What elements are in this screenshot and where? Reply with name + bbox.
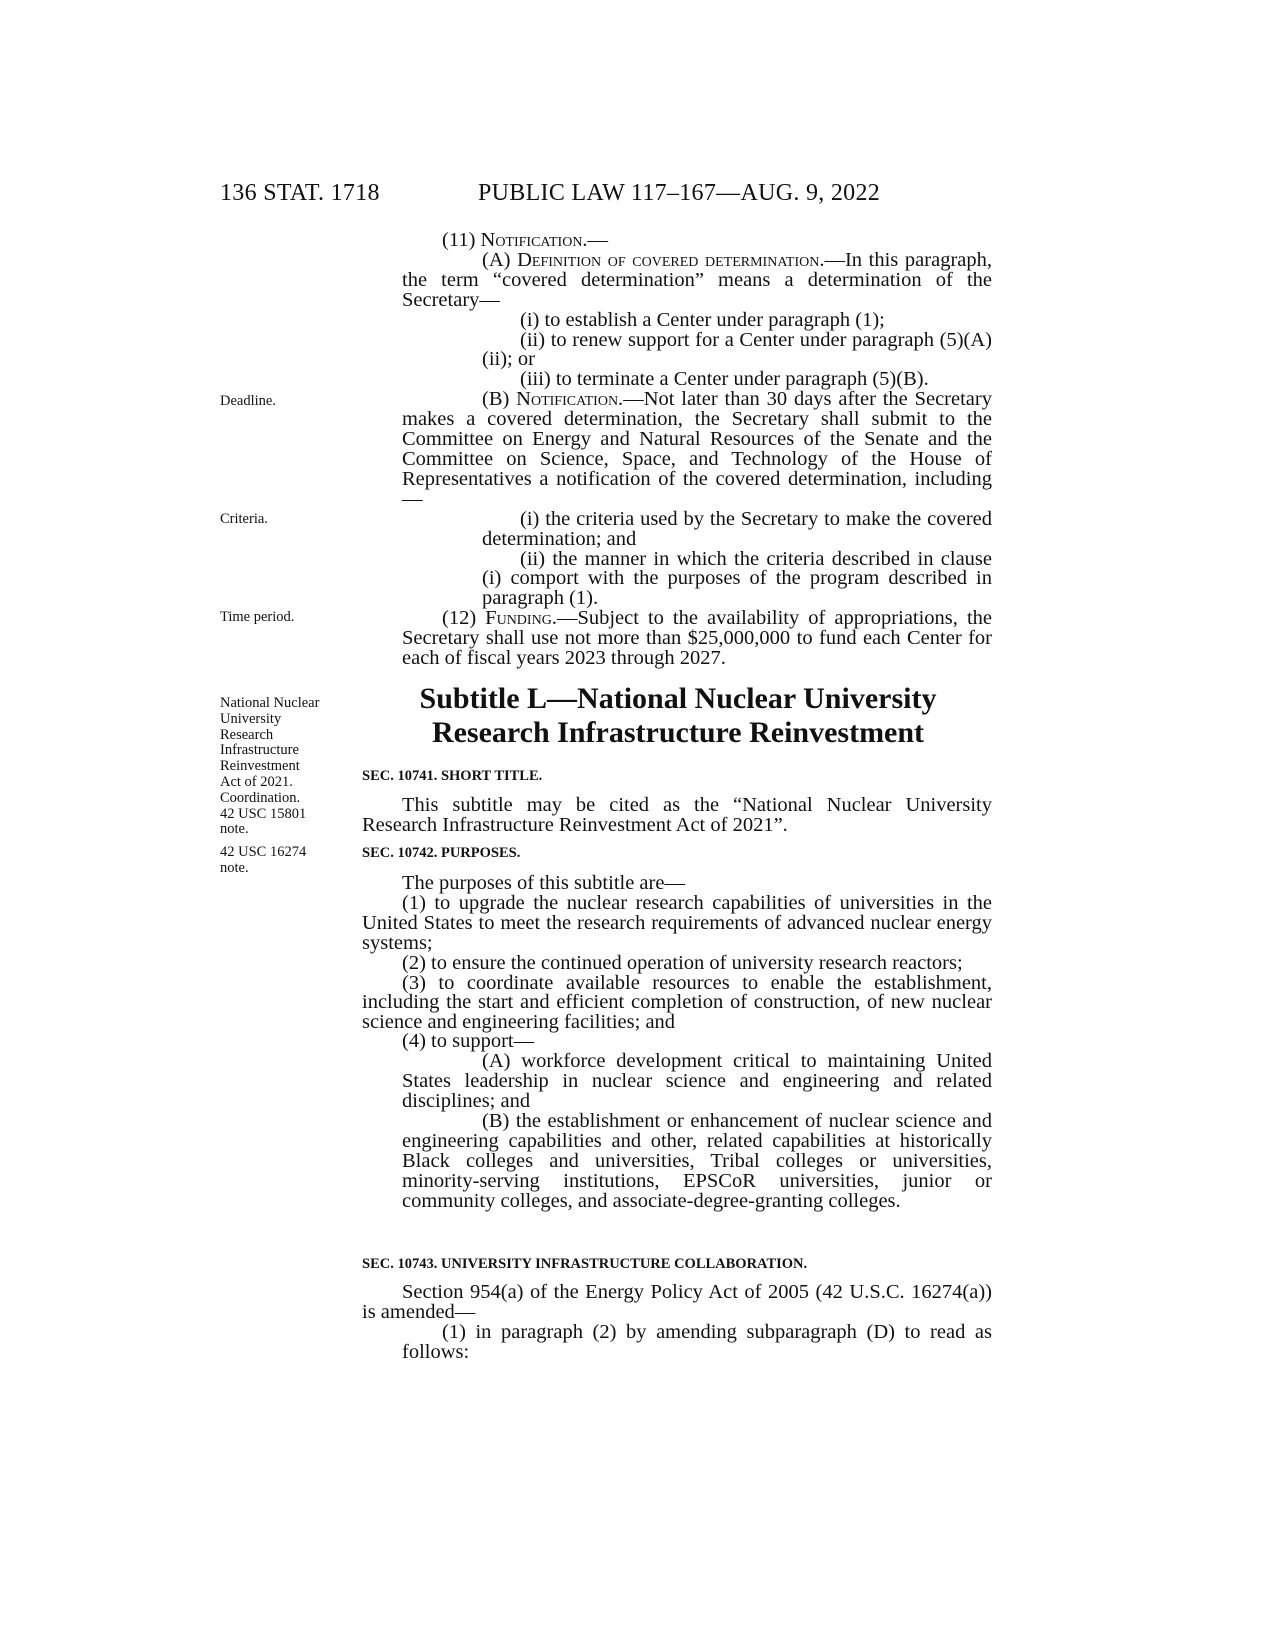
clause-11-A-ii: (ii) to renew support for a Center under paragraph (5)(A)(ii); or [482,328,992,371]
clause-11-B-i: (i) the criteria used by the Secretary to make the covered determination; and [482,507,992,550]
subtitle-heading: Subtitle L—National Nuclear University Research Infrastructure Reinvestment [419,682,937,749]
margin-note-usc: 42 USC 16274 note. [220,844,307,876]
paragraph-11: (11) Notification.— [442,229,609,251]
section-10741-body [362,796,992,836]
section-10742-heading: SEC. 10742. PURPOSES. [362,845,521,861]
section-10743-text: Section 954(a) of the Energy Policy Act of 2005 (42 U.S.C. 16274(a)) is amended— [362,1281,992,1323]
margin-note-act-title: National Nuclear University Research Infrastructure Reinvestment Act of 2021. Coordination. 42 USC 15801 note. [220,695,320,838]
purpose-1: (1) to upgrade the nuclear research capabilities of universities in the United States to meet the research requirements of advanced nuclear energy systems; [362,891,992,954]
purpose-4-B: (B) the establishment or enhancement of nuclear science and engineering capabilities and other, related capabilities at historically Black colleges and universities, Tribal colleges or universities, minority-serving institutions, EPSCoR universities, junior or community colleges, and associate-degree-granting colleges. [402,1109,992,1212]
paragraph-12: (12) Funding.—Subject to the availability of appropriations, the Secretary shall use not more than $25,000,000 to fund each Center for each of fiscal years 2023 through 2027. [402,607,992,670]
margin-note-deadline: Deadline. [220,393,276,409]
paragraph-11-B: (B) Notification.—Not later than 30 days after the Secretary makes a covered determination, the Secretary shall submit to the Committee on Energy and Natural Resources of the Senate and the Committee on Science, Space, and Technology of the House of Representatives a notification of the covered determination, including— [402,388,992,510]
statute-page-number: 136 STAT. 1718 [220,180,380,206]
short-title-text: This subtitle may be cited as the “National Nuclear University Research Infrastructure Reinvestment Act of 2021”. [362,794,992,836]
purposes-intro: The purposes of this subtitle are— [402,872,685,894]
notification-funding-block [402,231,992,669]
running-header: PUBLIC LAW 117–167—AUG. 9, 2022 [478,180,881,206]
purpose-4-A: (A) workforce development critical to maintaining United States leadership in nuclear science and engineering and related disciplines; and [402,1050,992,1112]
clause-11-A-iii: (iii) to terminate a Center under paragraph (5)(B). [520,368,929,391]
clause-11-B-ii: (ii) the manner in which the criteria described in clause (i) comport with the purposes of the program described in paragraph (1). [482,547,992,610]
purpose-3: (3) to coordinate available resources to enable the establishment, including the start and efficient completion of construction, of new nuclear science and engineering facilities; and [362,971,992,1034]
clause-11-A-i: (i) to establish a Center under paragraph (1); [520,308,885,331]
section-10743-body [362,1283,992,1363]
section-10741-heading: SEC. 10741. SHORT TITLE. [362,768,543,784]
purpose-2: (2) to ensure the continued operation of university research reactors; [402,951,963,974]
purpose-4: (4) to support— [402,1030,535,1053]
section-10742-body [362,872,992,1212]
section-10743-heading: SEC. 10743. UNIVERSITY INFRASTRUCTURE COLLABORATION. [362,1256,808,1272]
paragraph-11-A: (A) Definition of covered determination.—In this paragraph, the term “covered determination” means a determination of the Secretary— [402,248,992,311]
amendment-item-1: (1) in paragraph (2) by amending subparagraph (D) to read as follows: [402,1320,992,1363]
margin-note-time-period: Time period. [220,609,295,625]
margin-note-criteria: Criteria. [220,511,268,527]
